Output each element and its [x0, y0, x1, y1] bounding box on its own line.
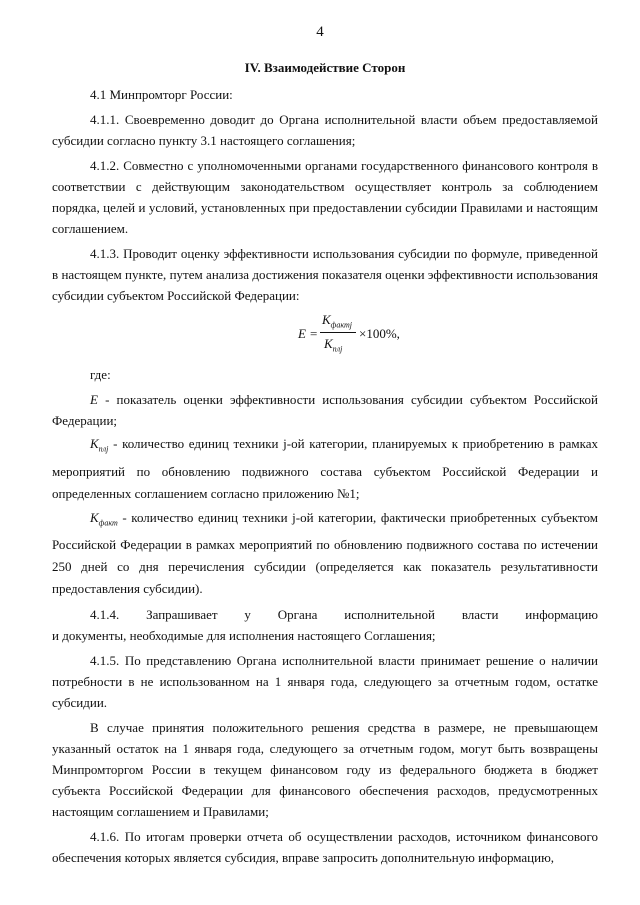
paragraph-4-1-2: 4.1.2. Совместно с уполномоченными органами государственного финансового контроля в соответствии с действующим законодательством осуществляет контроль за соблюдением порядка, целей и условий, установленных при предоставлении субсидии Правилами и настоящим соглашением. [52, 158, 598, 236]
paragraph-4-1-4-first-line: 4.1.4. Запрашивает у Органа исполнительной власти информацию [90, 607, 598, 623]
paragraph-4-1-3: 4.1.3. Проводит оценку эффективности использования субсидии по формуле, приведенной в настоящем пункте, путем анализа достижения показателя оценки эффективности использования субсидии субъектом Российской Федерации: [52, 246, 598, 303]
fraction-bar [320, 332, 356, 333]
formula-equals: = [310, 326, 318, 341]
paragraph-4-1-6: 4.1.6. По итогам проверки отчета об осуществлении расходов, источником финансового обеспечения которых является субсидия, вправе запросить дополнительную информацию, [52, 829, 598, 866]
formula-lhs: E [298, 326, 306, 341]
formula-numerator: $K_{фактj}$ [322, 312, 352, 330]
paragraph-4-1-4-rest: и документы, необходимые для исполнения настоящего Соглашения; [52, 628, 436, 644]
paragraph-4-1-1: 4.1.1. Своевременно доводит до Органа исполнительной власти объем предоставляемой субсидии согласно пункту 3.1 настоящего соглашения; [52, 112, 598, 148]
efficiency-formula [52, 312, 598, 360]
paragraph-4-1: 4.1 Минпромторг России: [90, 87, 233, 102]
paragraph-4-1-5: 4.1.5. По представлению Органа исполнительной власти принимает решение о наличии потребности в не использованном на 1 января года, следующего за отчетным годом, остатке субсидии. [52, 653, 598, 711]
definition-K-fact: $K_{факт}$ - количество единиц техники j-ой категории, фактически приобретенных субъектом Российской Федерации в рамках мероприятий по обновлению подвижного состава по истечении 250 дней со дня перечисления субсидии (определяется как показатель результативности предоставления субсидии). [52, 509, 598, 597]
formula-denominator: $K_{плj}$ [324, 336, 343, 354]
where-label: где: [90, 367, 111, 382]
document-body [52, 58, 598, 868]
section-title: IV. Взаимодействие Сторон [244, 60, 406, 75]
page-number: 4 [316, 24, 324, 40]
definition-K-plan: $K_{плj}$ - количество единиц техники j-ой категории, планируемых к приобретению в рамках мероприятий по обновлению подвижного состава субъектом Российской Федерации и определенных соглашением согласно приложению №1; [52, 436, 598, 501]
paragraph-return-case: В случае принятия положительного решения средства в размере, не превышающем указанный остаток на 1 января года, следующего за отчетным годом, могут быть возвращены Минпромторгом России в текущем финансовом году из федерального бюджета в бюджет субъекта Российской Федерации для финансового обеспечения расходов, предусмотренных настоящим соглашением и Правилами; [52, 720, 598, 820]
formula-multiplier: ×100%, [359, 326, 400, 341]
definition-E: E - показатель оценки эффективности использования субсидии субъектом Российской Федерации; [52, 392, 598, 428]
